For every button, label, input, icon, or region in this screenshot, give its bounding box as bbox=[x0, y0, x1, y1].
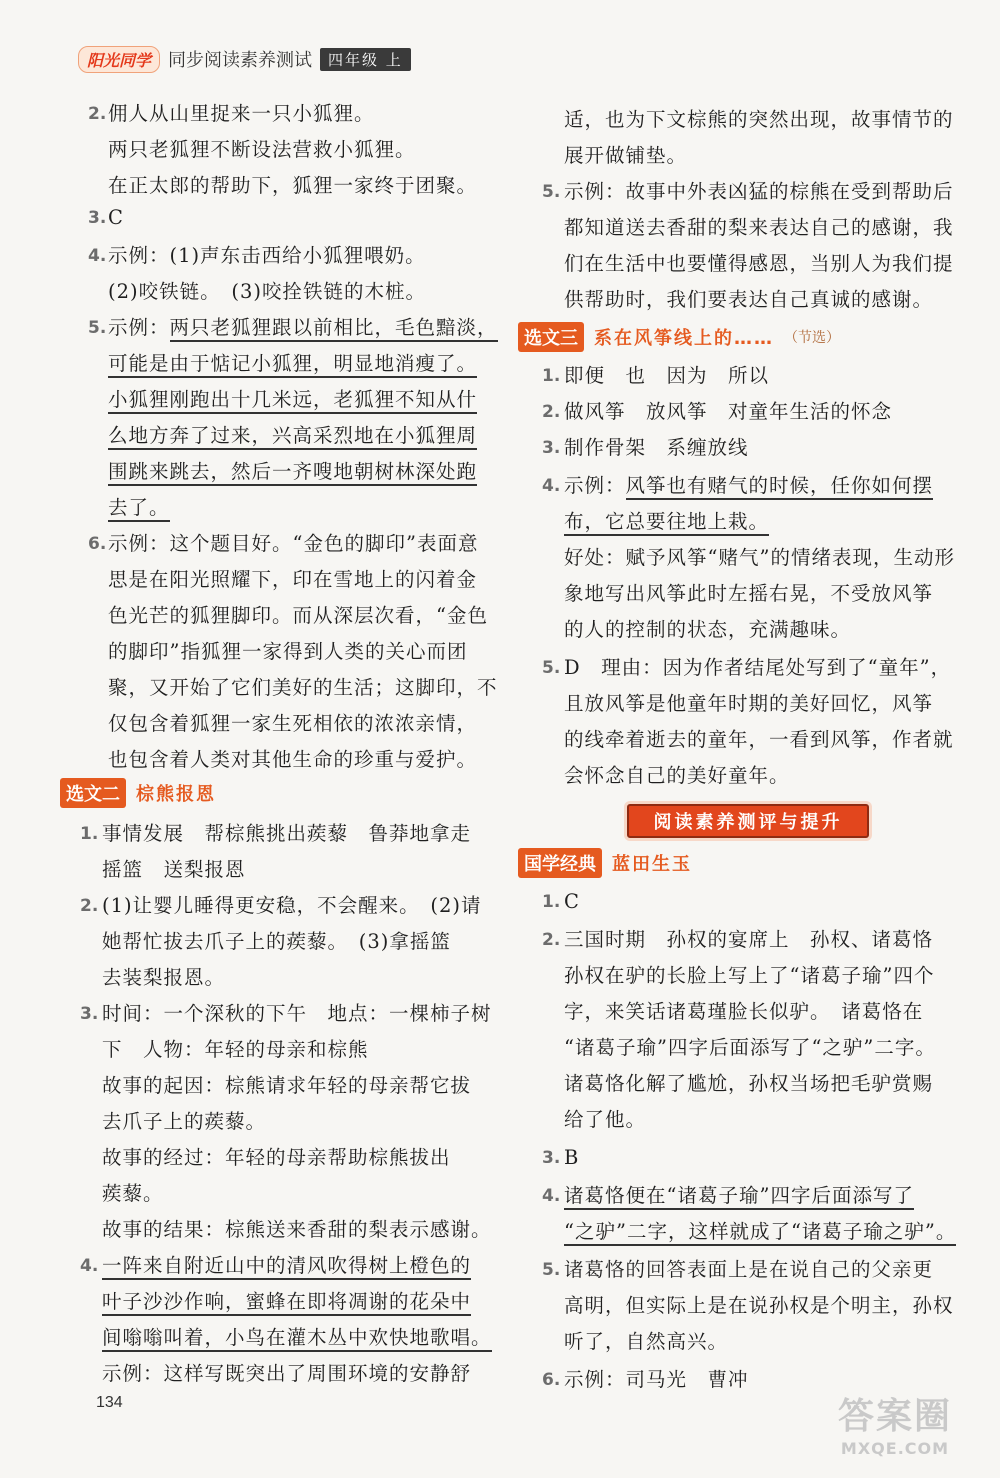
question-number: 5. bbox=[542, 182, 561, 202]
answer-s3-q3: 制作骨架 系缠放线 bbox=[564, 436, 749, 459]
answer-q3: C bbox=[108, 206, 124, 229]
answer-s2-q4: 一阵来自附近山中的清风吹得树上橙色的 叶子沙沙作响，蜜蜂在即将凋谢的花朵中 间嗡嗡叫着，小鸟在灌木丛中欢快地歌唱。 示例：这样写既突出了周围环境的安静舒 bbox=[102, 1254, 492, 1385]
question-number: 1. bbox=[542, 892, 561, 912]
question-number: 4. bbox=[88, 246, 107, 266]
answer-q5: 示例：两只老狐狸跟以前相比，毛色黯淡， 可能是由于惦记小狐狸，明显地消瘦了。 小狐狸刚跑出十几米远，老狐狸不知从什 么地方奔了过来，兴高采烈地在小狐狸周 围跳来跳去，然后一齐嗖地朝树林深处跑 去了。 bbox=[108, 310, 498, 526]
answer-s4-q2: 三国时期 孙权的宴席上 孙权、诸葛恪 孙权在驴的长脸上写上了“诸葛子瑜”四个 字，来笑话诸葛瑾脸长似驴。 诸葛恪在 “诸葛子瑜”四字后面添写了“之驴”二字。 诸葛恪化解了尴尬，孙权当场把毛驴赏赐 给了他。 bbox=[564, 928, 936, 1131]
answer-s3-q2: 做风筝 放风筝 对童年生活的怀念 bbox=[564, 400, 893, 423]
section-label: 国学经典 bbox=[518, 848, 602, 878]
question-number: 2. bbox=[80, 896, 99, 916]
section-label: 选文二 bbox=[60, 778, 126, 808]
section-header-4 bbox=[518, 848, 692, 878]
question-number: 5. bbox=[542, 658, 561, 678]
question-number: 1. bbox=[542, 366, 561, 386]
answer-q2: 佣人从山里捉来一只小狐狸。 两只老狐狸不断设法营救小狐狸。 在正太郎的帮助下，狐狸一家终于团聚。 bbox=[108, 102, 478, 197]
section-title: 蓝田生玉 bbox=[612, 854, 692, 875]
section-banner: 阅读素养测评与提升 bbox=[627, 804, 869, 838]
answer-s4-q1: C bbox=[564, 890, 580, 913]
question-number: 4. bbox=[80, 1256, 99, 1276]
answer-q4: 示例：(1)声东击西给小狐狸喂奶。 (2)咬铁链。 (3)咬拴铁链的木桩。 bbox=[108, 244, 426, 303]
question-number: 3. bbox=[542, 438, 561, 458]
answer-s2-q4-continued: 适，也为下文棕熊的突然出现，故事情节的 展开做铺垫。 bbox=[564, 108, 954, 167]
page-header bbox=[78, 46, 411, 72]
section-header-3 bbox=[518, 322, 840, 352]
answer-s4-q5: 诸葛恪的回答表面上是在说自己的父亲更 高明，但实际上是在说孙权是个明主，孙权 听了，自然高兴。 bbox=[564, 1258, 954, 1353]
section-label: 选文三 bbox=[518, 322, 584, 352]
grade-badge: 四年级 上 bbox=[320, 48, 411, 71]
question-number: 4. bbox=[542, 1186, 561, 1206]
answer-s3-q4: 示例：风筝也有赌气的时候，任你如何摆 布，它总要往地上栽。 好处：赋予风筝“赌气”的情绪表现，生动形 象地写出风筝此时左摇右晃，不受放风筝 的人的控制的状态，充满趣味。 bbox=[564, 474, 955, 641]
answer-s2-q5: 示例：故事中外表凶猛的棕熊在受到帮助后 都知道送去香甜的梨来表达自己的感谢，我 们在生活中也要懂得感恩，当别人为我们提 供帮助时，我们要表达自己真诚的感谢。 bbox=[564, 180, 954, 311]
answer-s2-q1: 事情发展 帮棕熊挑出蒺藜 鲁莽地拿走 摇篮 送梨报恩 bbox=[102, 822, 472, 881]
question-number: 5. bbox=[542, 1260, 561, 1280]
section-title: 棕熊报恩 bbox=[136, 784, 216, 805]
answer-s4-q3: B bbox=[564, 1146, 580, 1169]
page-number: 134 bbox=[96, 1394, 123, 1411]
question-number: 3. bbox=[88, 208, 107, 228]
section-note: （节选） bbox=[784, 330, 840, 346]
question-number: 2. bbox=[542, 930, 561, 950]
question-number: 5. bbox=[88, 318, 107, 338]
answer-s3-q1: 即便 也 因为 所以 bbox=[564, 364, 770, 387]
question-number: 1. bbox=[80, 824, 99, 844]
question-number: 4. bbox=[542, 476, 561, 496]
question-number: 2. bbox=[542, 402, 561, 422]
section-header-2 bbox=[60, 778, 216, 808]
answer-s2-q3: 时间：一个深秋的下午 地点：一棵柿子树 下 人物：年轻的母亲和棕熊 故事的起因：棕熊请求年轻的母亲帮它拔 去爪子上的蒺藜。 故事的经过：年轻的母亲帮助棕熊拔出 蒺藜。 故事的结果：棕熊送来香甜的梨表示感谢。 bbox=[102, 1002, 492, 1241]
question-number: 6. bbox=[542, 1370, 561, 1390]
answer-s3-q5: D 理由：因为作者结尾处写到了“童年”， 且放风筝是他童年时期的美好回忆，风筝 的线牵着逝去的童年，一看到风筝，作者就 会怀念自己的美好童年。 bbox=[564, 656, 954, 787]
answer-s2-q2: (1)让婴儿睡得更安稳，不会醒来。 (2)请 她帮忙拔去爪子上的蒺藜。 (3)拿摇篮 去装梨报恩。 bbox=[102, 894, 482, 989]
question-number: 2. bbox=[88, 104, 107, 124]
answer-q6: 示例：这个题目好。“金色的脚印”表面意 思是在阳光照耀下，印在雪地上的闪着金 色光芒的狐狸脚印。而从深层次看，“金色 的脚印”指狐狸一家得到人类的关心而团 聚，又开始了它们美好的生活；这脚印，不 仅包含着狐狸一家生死相依的浓浓亲情， 也包含着人类对其他生命的珍重与爱护。 bbox=[108, 532, 498, 771]
answer-s4-q4: 诸葛恪便在“诸葛子瑜”四字后面添写了 “之驴”二字，这样就成了“诸葛子瑜之驴”。 bbox=[564, 1178, 956, 1250]
brand-logo: 阳光同学 bbox=[78, 46, 160, 73]
question-number: 3. bbox=[542, 1148, 561, 1168]
series-title: 同步阅读素养测试 bbox=[168, 50, 313, 71]
section-title: 系在风筝线上的…… bbox=[594, 328, 774, 349]
question-number: 6. bbox=[88, 534, 107, 554]
answer-s4-q6: 示例：司马光 曹冲 bbox=[564, 1368, 749, 1391]
watermark-logo: 答案圈 MXQE.COM bbox=[837, 1396, 952, 1458]
question-number: 3. bbox=[80, 1004, 99, 1024]
